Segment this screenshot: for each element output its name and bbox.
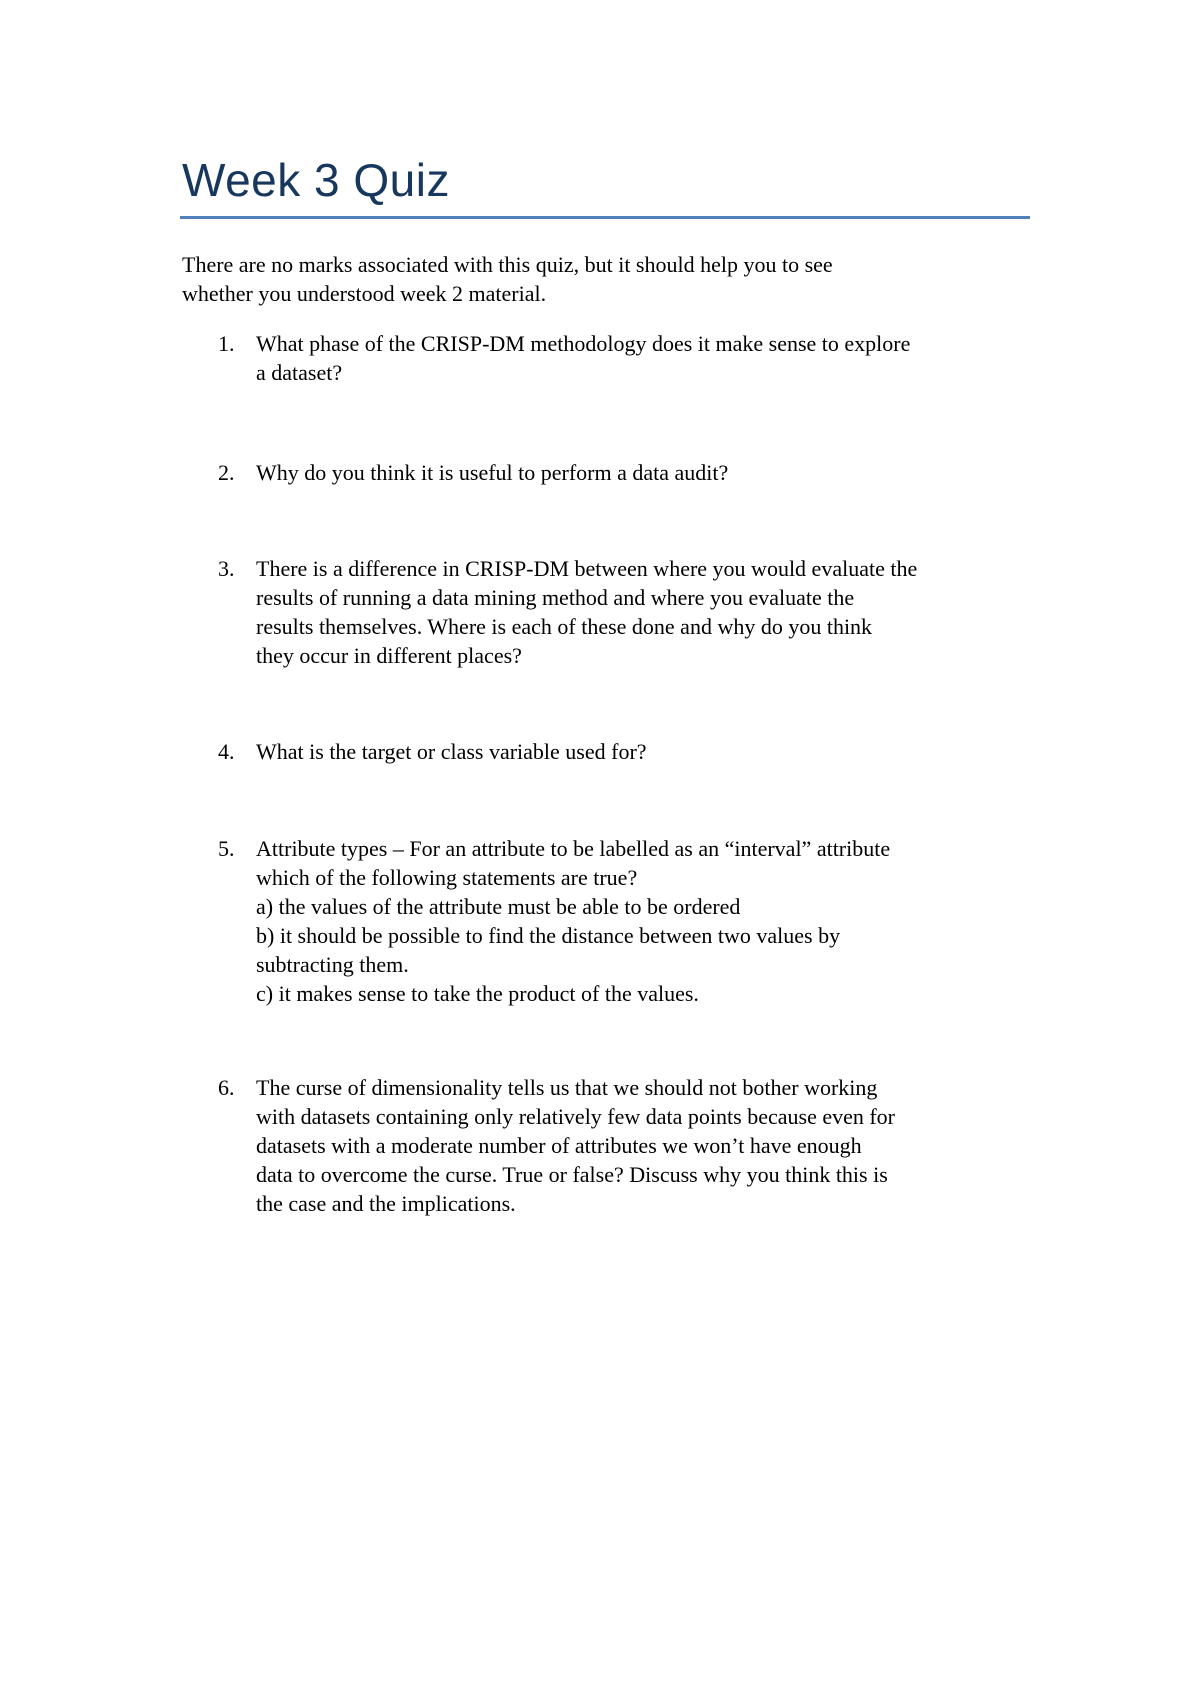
question-4 xyxy=(182,737,1032,766)
intro-line: There are no marks associated with this quiz, but it should help you to see xyxy=(182,252,833,277)
question-number: 5. xyxy=(218,836,235,861)
question-line: Attribute types – For an attribute to be labelled as an “interval” attribute xyxy=(256,836,891,861)
question-6 xyxy=(182,1073,1032,1218)
question-line: which of the following statements are true? xyxy=(256,865,638,890)
question-line: Why do you think it is useful to perform a data audit? xyxy=(256,460,729,485)
question-1 xyxy=(182,329,1032,387)
question-line: a) the values of the attribute must be able to be ordered xyxy=(256,894,741,919)
question-line: c) it makes sense to take the product of the values. xyxy=(256,981,699,1006)
question-line: results of running a data mining method and where you evaluate the xyxy=(256,585,855,610)
intro-paragraph xyxy=(182,250,1022,308)
question-number: 6. xyxy=(218,1075,235,1100)
question-number: 1. xyxy=(218,331,235,356)
question-text xyxy=(256,834,1026,1008)
question-line: What phase of the CRISP-DM methodology does it make sense to explore xyxy=(256,331,911,356)
question-text xyxy=(256,1073,1026,1218)
page-title: Week 3 Quiz xyxy=(182,154,450,206)
question-3 xyxy=(182,554,1032,670)
question-text xyxy=(256,458,1026,487)
question-5 xyxy=(182,834,1032,1008)
intro-line: whether you understood week 2 material. xyxy=(182,281,547,306)
question-text xyxy=(256,329,1026,387)
title-underline xyxy=(180,216,1030,219)
question-line: results themselves. Where is each of these done and why do you think xyxy=(256,614,873,639)
question-text xyxy=(256,737,1026,766)
question-line: subtracting them. xyxy=(256,952,409,977)
question-line: datasets with a moderate number of attributes we won’t have enough xyxy=(256,1133,862,1158)
question-line: the case and the implications. xyxy=(256,1191,516,1216)
question-number: 2. xyxy=(218,460,235,485)
question-line: The curse of dimensionality tells us that we should not bother working xyxy=(256,1075,878,1100)
question-text xyxy=(256,554,1026,670)
question-line: they occur in different places? xyxy=(256,643,522,668)
question-2 xyxy=(182,458,1032,487)
question-line: What is the target or class variable used for? xyxy=(256,739,647,764)
question-line: b) it should be possible to find the distance between two values by xyxy=(256,923,841,948)
question-line: There is a difference in CRISP-DM between where you would evaluate the xyxy=(256,556,918,581)
question-line: a dataset? xyxy=(256,360,343,385)
question-number: 4. xyxy=(218,739,235,764)
question-line: with datasets containing only relatively few data points because even for xyxy=(256,1104,896,1129)
question-number: 3. xyxy=(218,556,235,581)
question-line: data to overcome the curse. True or false? Discuss why you think this is xyxy=(256,1162,888,1187)
